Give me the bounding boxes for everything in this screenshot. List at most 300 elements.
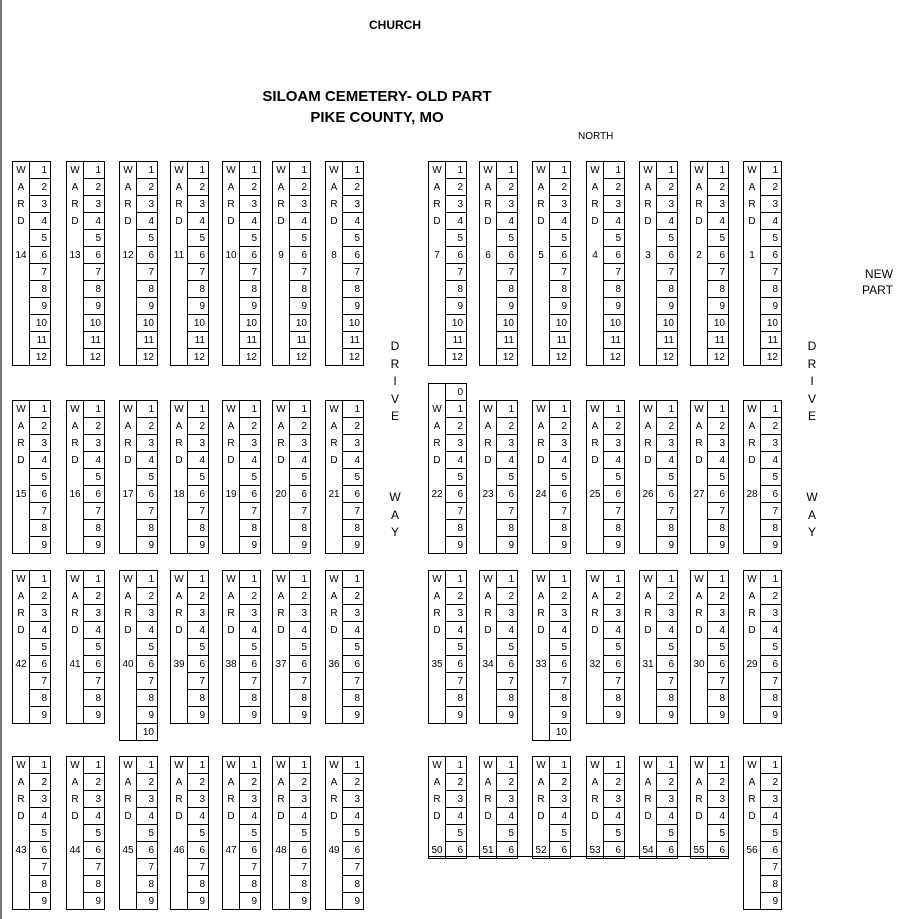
ward-letter: D	[537, 216, 545, 227]
ward-letter: R	[124, 199, 132, 210]
ward-number: 1	[749, 250, 755, 261]
lot-cell: 9	[668, 710, 674, 721]
lot-cell: 6	[240, 656, 260, 673]
ward-letter: W	[174, 760, 184, 771]
lot-cell: 7	[137, 264, 157, 281]
lot-cell: 7	[708, 503, 728, 520]
ward-letter: A	[484, 777, 492, 788]
lot-column	[29, 162, 50, 365]
ward-36	[325, 570, 364, 724]
lot-cell: 8	[446, 520, 466, 537]
ward-number: 17	[122, 489, 134, 500]
lot-cell: 6	[290, 842, 310, 859]
ward-letter: A	[748, 591, 756, 602]
lot-column	[549, 571, 570, 740]
lot-cell: 11	[240, 332, 260, 349]
lot-cell: 7	[550, 503, 570, 520]
ward-letter: D	[484, 455, 492, 466]
lot-cell: 9	[137, 707, 157, 724]
lot-cell: 5	[84, 469, 104, 486]
lot-cell: 6	[657, 486, 677, 503]
ward-letter: A	[330, 777, 338, 788]
ward-letter: R	[71, 199, 79, 210]
lot-column	[603, 162, 624, 365]
lot-cell: 2	[761, 418, 781, 435]
lot-cell: 7	[84, 673, 104, 690]
lot-cell: 5	[446, 230, 466, 247]
lot-column	[239, 571, 260, 723]
lot-cell: 9	[354, 896, 360, 907]
lot-cell: 8	[761, 281, 781, 298]
lot-cell: 5	[657, 230, 677, 247]
lot-cell: 5	[290, 230, 310, 247]
lot-cell: 5	[30, 230, 50, 247]
lot-cell: 2	[657, 179, 677, 196]
ward-letter: D	[71, 455, 79, 466]
ward-letter: W	[590, 165, 600, 176]
lot-cell: 5	[604, 639, 624, 656]
lot-cell: 10	[30, 315, 50, 332]
lot-cell: 1	[761, 401, 781, 418]
lot-column	[656, 401, 677, 553]
lot-column	[342, 162, 363, 365]
lot-cell: 1	[446, 571, 466, 588]
lot-cell: 7	[497, 503, 517, 520]
lot-cell: 11	[657, 332, 677, 349]
lot-cell: 2	[708, 418, 728, 435]
ward-letter: R	[330, 438, 338, 449]
lot-column	[342, 401, 363, 553]
lot-cell: 1	[290, 757, 310, 774]
ward-letter: D	[227, 455, 235, 466]
ward-number: 25	[589, 489, 601, 500]
ward-letter: R	[433, 608, 441, 619]
lot-cell: 11	[84, 332, 104, 349]
ward-letter: W	[123, 404, 133, 415]
lot-cell: 6	[604, 247, 624, 264]
ward-letter: D	[748, 811, 756, 822]
lot-column	[603, 757, 624, 858]
lot-column	[187, 571, 208, 723]
ward-22	[428, 383, 467, 554]
lot-cell: 5	[497, 469, 517, 486]
lot-cell: 9	[148, 540, 154, 551]
ward-letter: D	[748, 455, 756, 466]
lot-cell: 1	[188, 571, 208, 588]
ward-letter: D	[537, 811, 545, 822]
lot-cell: 5	[761, 825, 781, 842]
lot-cell: 7	[497, 264, 517, 281]
lot-cell: 7	[343, 859, 363, 876]
lot-cell: 3	[761, 791, 781, 808]
lot-cell: 8	[30, 281, 50, 298]
ward-letter: A	[695, 421, 703, 432]
ward-letter: D	[227, 216, 235, 227]
ward-letter: D	[17, 625, 25, 636]
lot-cell: 1	[84, 401, 104, 418]
ward-letter: W	[226, 574, 236, 585]
lot-cell: 9	[668, 540, 674, 551]
ward-letter: W	[432, 574, 442, 585]
lot-cell: 6	[137, 656, 157, 673]
ward-26	[639, 400, 678, 554]
ward-letter: A	[277, 182, 285, 193]
ward-53	[586, 756, 625, 859]
lot-cell: 3	[343, 605, 363, 622]
ward-letter: D	[71, 216, 79, 227]
ward-5	[532, 161, 571, 366]
ward-25	[586, 400, 625, 554]
lot-cell: 12	[89, 352, 101, 363]
lot-cell: 3	[343, 196, 363, 213]
lot-column	[289, 162, 310, 365]
ward-letter: R	[644, 794, 652, 805]
lot-cell: 5	[604, 230, 624, 247]
ward-number: 26	[642, 489, 654, 500]
ward-49	[325, 756, 364, 910]
lot-cell: 7	[290, 673, 310, 690]
ward-6	[479, 161, 518, 366]
lot-cell: 9	[457, 710, 463, 721]
lot-cell: 7	[343, 264, 363, 281]
lot-cell: 5	[290, 639, 310, 656]
lot-cell: 2	[497, 418, 517, 435]
ward-50	[428, 756, 467, 859]
ward-number: 35	[431, 659, 443, 670]
lot-cell: 8	[30, 520, 50, 537]
drive-letter: I	[810, 374, 814, 388]
lot-cell: 1	[240, 571, 260, 588]
lot-cell: 4	[290, 622, 310, 639]
lot-cell: 11	[30, 332, 50, 349]
lot-cell: 7	[240, 503, 260, 520]
lot-column	[549, 757, 570, 858]
ward-letter: A	[71, 777, 79, 788]
lot-cell: 1	[550, 162, 570, 179]
lot-cell: 3	[550, 605, 570, 622]
ward-letter: D	[644, 455, 652, 466]
lot-cell: 4	[657, 808, 677, 825]
lot-cell: 9	[41, 896, 47, 907]
ward-number: 39	[173, 659, 185, 670]
ward-letter: W	[329, 760, 339, 771]
lot-cell: 4	[657, 452, 677, 469]
ward-letter: R	[484, 199, 492, 210]
lot-cell: 6	[708, 656, 728, 673]
lot-cell: 1	[497, 757, 517, 774]
lot-cell: 3	[446, 196, 466, 213]
ward-letter: W	[483, 165, 493, 176]
lot-cell: 8	[290, 520, 310, 537]
lot-cell: 7	[290, 859, 310, 876]
lot-cell: 1	[497, 401, 517, 418]
lot-cell: 5	[708, 825, 728, 842]
lot-cell: 2	[657, 418, 677, 435]
ward-letter: R	[71, 794, 79, 805]
lot-cell: 3	[84, 196, 104, 213]
ward-letter: A	[277, 591, 285, 602]
ward-letter: W	[70, 574, 80, 585]
lot-cell: 1	[497, 162, 517, 179]
lot-cell: 1	[708, 162, 728, 179]
lot-cell: 7	[84, 859, 104, 876]
lot-cell: 8	[290, 876, 310, 893]
lot-cell: 9	[251, 896, 257, 907]
ward-letter: W	[174, 404, 184, 415]
ward-letter: A	[695, 591, 703, 602]
lot-cell: 4	[497, 213, 517, 230]
ward-number: 6	[485, 250, 491, 261]
lot-cell: 1	[30, 571, 50, 588]
lot-cell: 5	[240, 639, 260, 656]
lot-cell: 2	[240, 588, 260, 605]
lot-cell: 6	[604, 656, 624, 673]
lot-cell: 1	[604, 757, 624, 774]
lot-cell: 1	[604, 571, 624, 588]
ward-letter: W	[16, 760, 26, 771]
lot-cell: 1	[240, 162, 260, 179]
lot-cell: 2	[761, 774, 781, 791]
ward-55	[690, 756, 729, 859]
lot-cell: 9	[761, 298, 781, 315]
lot-cell: 5	[343, 639, 363, 656]
lot-cell: 3	[497, 196, 517, 213]
lot-cell: 9	[354, 540, 360, 551]
ward-letter: W	[70, 760, 80, 771]
lot-cell: 1	[84, 162, 104, 179]
ward-letter: A	[175, 182, 183, 193]
ward-number: 7	[434, 250, 440, 261]
lot-cell: 3	[188, 791, 208, 808]
lot-cell: 8	[708, 520, 728, 537]
ward-letter: A	[644, 591, 652, 602]
lot-cell: 4	[550, 452, 570, 469]
ward-48	[272, 756, 311, 910]
lot-cell: 9	[604, 298, 624, 315]
lot-cell: 10	[290, 315, 310, 332]
lot-column	[549, 162, 570, 365]
lot-cell: 9	[561, 540, 567, 551]
ward-letter: W	[747, 574, 757, 585]
lot-column	[239, 757, 260, 909]
ward-letter: W	[747, 165, 757, 176]
ward-letter: A	[484, 182, 492, 193]
lot-cell: 5	[604, 825, 624, 842]
ward-letter: R	[537, 608, 545, 619]
ward-2	[690, 161, 729, 366]
ward-letter: D	[695, 455, 703, 466]
ward-letter: R	[17, 438, 25, 449]
lot-column	[496, 571, 517, 723]
lot-cell: 4	[343, 622, 363, 639]
lot-cell: 5	[240, 825, 260, 842]
lot-cell: 4	[761, 213, 781, 230]
ward-letter: A	[484, 421, 492, 432]
lot-cell: 1	[137, 757, 157, 774]
lot-cell: 8	[84, 876, 104, 893]
ward-letter: R	[277, 199, 285, 210]
ward-number: 45	[122, 845, 134, 856]
lot-cell: 7	[761, 673, 781, 690]
ward-letter: D	[644, 216, 652, 227]
lot-cell: 7	[446, 503, 466, 520]
ward-number: 18	[173, 489, 185, 500]
lot-cell: 1	[761, 162, 781, 179]
lot-cell: 6	[446, 656, 466, 673]
ward-letter: R	[277, 794, 285, 805]
ward-number: 19	[225, 489, 237, 500]
ward-letter: A	[71, 182, 79, 193]
lot-column	[187, 401, 208, 553]
lot-cell: 3	[708, 605, 728, 622]
lot-cell: 5	[708, 639, 728, 656]
ward-letter: W	[590, 574, 600, 585]
lot-cell: 3	[240, 196, 260, 213]
ward-letter: R	[124, 608, 132, 619]
ward-letter: A	[175, 421, 183, 432]
ward-letter: R	[695, 794, 703, 805]
ward-letter: W	[643, 165, 653, 176]
lot-cell: 2	[30, 588, 50, 605]
lot-column	[83, 571, 104, 723]
ward-letter: R	[433, 438, 441, 449]
lot-cell: 2	[84, 588, 104, 605]
lot-cell: 1	[137, 571, 157, 588]
ward-letter: W	[643, 760, 653, 771]
lot-cell: 7	[188, 264, 208, 281]
ward-39	[170, 570, 209, 724]
ward-letter: A	[17, 591, 25, 602]
lot-cell: 9	[615, 540, 621, 551]
lot-cell: 6	[343, 486, 363, 503]
ward-32	[586, 570, 625, 724]
lot-cell: 2	[550, 774, 570, 791]
lot-cell: 6	[84, 486, 104, 503]
lot-cell: 7	[30, 503, 50, 520]
lot-cell: 8	[343, 876, 363, 893]
lot-cell: 11	[497, 332, 517, 349]
ward-letter: W	[276, 574, 286, 585]
lot-column	[707, 757, 728, 858]
lot-cell: 4	[343, 808, 363, 825]
lot-cell: 4	[657, 622, 677, 639]
lot-cell: 9	[240, 298, 260, 315]
ward-37	[272, 570, 311, 724]
lot-column	[187, 162, 208, 365]
lot-cell: 6	[30, 486, 50, 503]
lot-cell: 1	[604, 162, 624, 179]
ward-8	[325, 161, 364, 366]
lot-cell: 1	[657, 757, 677, 774]
ward-number: 22	[431, 489, 443, 500]
ward-letter: D	[175, 455, 183, 466]
lot-cell: 5	[343, 825, 363, 842]
lot-cell: 2	[657, 588, 677, 605]
lot-cell: 4	[708, 622, 728, 639]
drive-letter: R	[390, 356, 400, 371]
lot-cell: 2	[188, 774, 208, 791]
lot-cell: 4	[343, 452, 363, 469]
lot-cell: 4	[497, 808, 517, 825]
lot-cell: 9	[657, 298, 677, 315]
ward-letter: W	[694, 404, 704, 415]
lot-cell: 8	[240, 281, 260, 298]
lot-cell: 5	[446, 639, 466, 656]
lot-cell: 2	[446, 418, 466, 435]
ward-3	[639, 161, 678, 366]
ward-44	[66, 756, 105, 910]
lot-cell: 5	[446, 469, 466, 486]
lot-cell: 2	[657, 774, 677, 791]
ward-33	[532, 570, 571, 741]
lot-cell: 8	[657, 520, 677, 537]
lot-cell: 3	[84, 605, 104, 622]
lot-cell: 5	[137, 230, 157, 247]
lot-cell: 4	[604, 213, 624, 230]
lot-cell: 4	[604, 622, 624, 639]
ward-21	[325, 400, 364, 554]
ward-number: 10	[225, 250, 237, 261]
lot-cell: 3	[550, 791, 570, 808]
ward-letter: R	[175, 438, 183, 449]
lot-cell: 3	[240, 791, 260, 808]
lot-cell: 9	[615, 710, 621, 721]
ward-letter: D	[484, 811, 492, 822]
lot-cell: 6	[708, 486, 728, 503]
ward-letter: W	[174, 574, 184, 585]
lot-cell: 4	[761, 808, 781, 825]
ward-letter: R	[433, 199, 441, 210]
lot-cell: 2	[290, 774, 310, 791]
lot-cell: 7	[761, 264, 781, 281]
lot-cell: 5	[550, 825, 570, 842]
ward-letter: R	[748, 794, 756, 805]
lot-cell: 8	[188, 520, 208, 537]
lot-cell: 7	[550, 264, 570, 281]
lot-cell: 4	[550, 213, 570, 230]
lot-cell: 8	[84, 520, 104, 537]
lot-cell: 9	[508, 710, 514, 721]
lot-cell: 6	[188, 486, 208, 503]
lot-cell: 4	[188, 213, 208, 230]
lot-cell: 1	[343, 401, 363, 418]
ward-letter: D	[644, 625, 652, 636]
ward-letter: A	[124, 421, 132, 432]
lot-column	[136, 757, 157, 909]
lot-cell: 1	[290, 571, 310, 588]
lot-cell: 2	[446, 774, 466, 791]
lot-cell: 7	[657, 673, 677, 690]
new-part-line2: PART	[862, 283, 893, 297]
ward-letter: R	[748, 608, 756, 619]
ward-20	[272, 400, 311, 554]
lot-cell: 3	[30, 605, 50, 622]
lot-cell: 4	[708, 808, 728, 825]
lot-cell: 3	[290, 196, 310, 213]
lot-cell: 3	[604, 196, 624, 213]
lot-column	[289, 571, 310, 723]
lot-cell: 10	[604, 315, 624, 332]
lot-cell: 1	[137, 162, 157, 179]
lot-cell: 10	[137, 315, 157, 332]
lot-cell: 8	[497, 520, 517, 537]
lot-cell: 7	[657, 264, 677, 281]
ward-letter: R	[695, 438, 703, 449]
lot-column	[136, 162, 157, 365]
lot-cell: 9	[301, 896, 307, 907]
lot-cell: 4	[604, 808, 624, 825]
ward-letter: R	[591, 438, 599, 449]
